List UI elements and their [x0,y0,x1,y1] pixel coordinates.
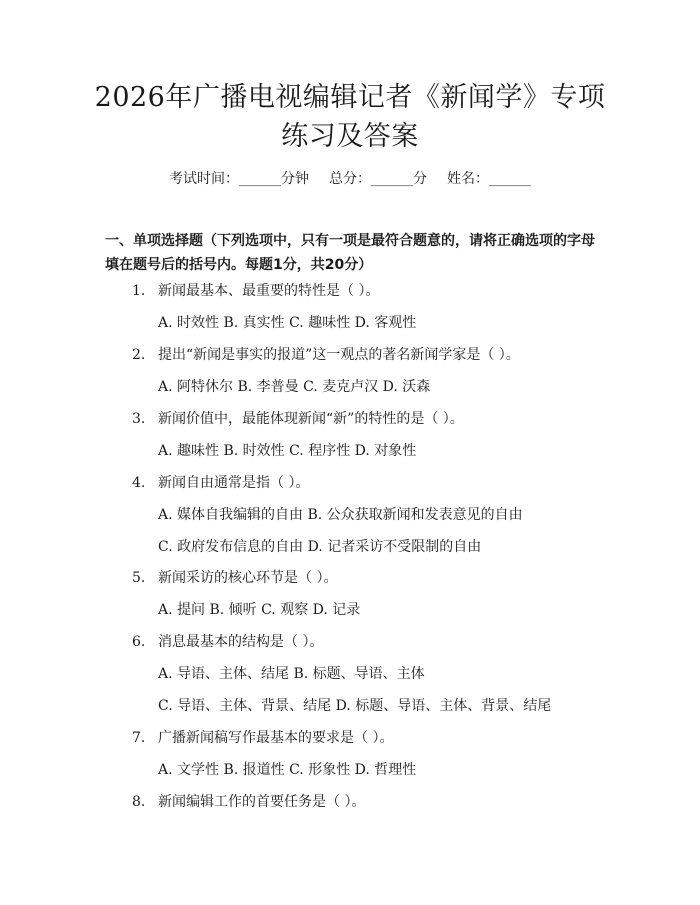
question-number: 6. [132,634,146,650]
name-field: 姓名：______ [447,171,531,187]
question-item [132,728,393,748]
question-number: 2. [132,347,146,363]
question-options: A. 时效性 B. 真实性 C. 趣味性 D. 客观性 [158,315,417,331]
question-options: C. 导语、主体、背景、结尾 D. 标题、导语、主体、背景、结尾 [158,698,552,714]
question-number: 3. [132,411,146,427]
page-title: 2026年广播电视编辑记者《新闻学》专项练习及答案 [94,82,606,152]
question-options: A. 导语、主体、结尾 B. 标题、导语、主体 [158,666,425,682]
exam-time-field: 考试时间：______分钟 [169,171,309,187]
question-text: 消息最基本的结构是（ ）。 [158,634,324,650]
question-options: A. 趣味性 B. 时效性 C. 程序性 D. 对象性 [158,443,417,459]
question-text: 提出“新闻是事实的报道”这一观点的著名新闻学家是（ ）。 [158,347,520,363]
question-number: 7. [132,730,146,746]
question-options: A. 媒体自我编辑的自由 B. 公众获取新闻和发表意见的自由 [158,507,523,523]
question-number: 5. [132,570,146,586]
question-text: 广播新闻稿写作最基本的要求是（ ）。 [158,730,394,746]
question-options: A. 阿特休尔 B. 李普曼 C. 麦克卢汉 D. 沃森 [158,379,431,395]
section-heading: 一、单项选择题（下列选项中，只有一项是最符合题意的，请将正确选项的字母填在题号后的括号内。每题1分，共20分） [105,233,595,273]
question-item [132,792,365,812]
question-options: A. 提问 B. 倾听 C. 观察 D. 记录 [158,602,361,618]
question-item [132,409,464,429]
question-number: 1. [132,283,146,299]
question-item [132,473,309,493]
question-item [132,632,323,652]
question-item [132,281,379,301]
question-number: 8. [132,794,146,810]
question-text: 新闻价值中，最能体现新闻“新”的特性的是（ ）。 [158,411,464,427]
question-text: 新闻自由通常是指（ ）。 [158,475,310,491]
total-score-field: 总分：______分 [329,171,427,187]
question-item [132,568,337,588]
question-options: A. 文学性 B. 报道性 C. 形象性 D. 哲理性 [158,762,417,778]
exam-meta [0,169,700,189]
question-number: 4. [132,475,146,491]
question-text: 新闻编辑工作的首要任务是（ ）。 [158,794,366,810]
question-item [132,345,520,365]
question-options: C. 政府发布信息的自由 D. 记者采访不受限制的自由 [158,539,482,555]
question-text: 新闻最基本、最重要的特性是（ ）。 [158,283,380,299]
question-text: 新闻采访的核心环节是（ ）。 [158,570,338,586]
